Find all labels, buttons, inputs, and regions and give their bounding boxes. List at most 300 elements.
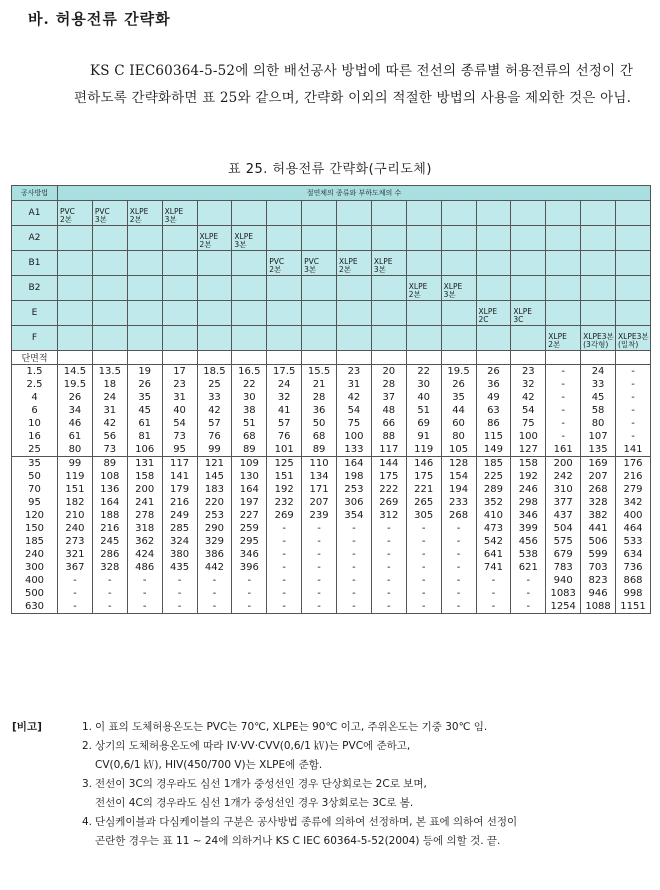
ampacity-cell: 946 xyxy=(581,587,616,600)
method-empty-cell xyxy=(232,251,267,276)
ampacity-cell: 290 xyxy=(197,522,232,535)
method-empty-cell xyxy=(511,201,546,226)
ampacity-cell: 31 xyxy=(337,378,372,391)
ampacity-cell: 30 xyxy=(232,391,267,404)
ampacity-cell: 312 xyxy=(371,509,406,522)
ampacity-cell: 207 xyxy=(302,496,337,509)
ampacity-cell: - xyxy=(406,535,441,548)
method-empty-cell xyxy=(92,276,127,301)
note-line: 전선이 3C의 경우라도 심선 1개가 중성선인 경우 단상회로는 2C로 보며, xyxy=(95,778,427,790)
method-empty-cell xyxy=(406,326,441,351)
ampacity-cell: 89 xyxy=(92,457,127,471)
ampacity-cell: - xyxy=(616,404,651,417)
ampacity-cell: - xyxy=(197,587,232,600)
ampacity-cell: 216 xyxy=(92,522,127,535)
method-empty-cell xyxy=(441,326,476,351)
method-empty-cell xyxy=(232,326,267,351)
ampacity-cell: - xyxy=(267,522,302,535)
ampacity-cell: 268 xyxy=(581,483,616,496)
ampacity-cell: 504 xyxy=(546,522,581,535)
ampacity-cell: 63 xyxy=(476,404,511,417)
method-empty-cell xyxy=(302,276,337,301)
ampacity-cell: 32 xyxy=(511,378,546,391)
ampacity-cell: - xyxy=(232,574,267,587)
cable-conductor-count: 3본 xyxy=(373,265,386,274)
ampacity-cell: - xyxy=(58,600,93,614)
ampacity-cell: 57 xyxy=(197,417,232,430)
ampacity-cell: - xyxy=(267,535,302,548)
ampacity-cell: 45 xyxy=(581,391,616,404)
method-cable-type xyxy=(337,251,372,276)
ampacity-cell: - xyxy=(371,535,406,548)
method-empty-cell xyxy=(441,301,476,326)
ampacity-cell: 106 xyxy=(127,443,162,457)
ampacity-cell: 232 xyxy=(267,496,302,509)
ampacity-cell: 424 xyxy=(127,548,162,561)
ampacity-cell: 73 xyxy=(92,443,127,457)
ampacity-cell: 18 xyxy=(92,378,127,391)
method-section xyxy=(12,201,651,351)
ampacity-cell: 135 xyxy=(581,443,616,457)
ampacity-cell: - xyxy=(302,548,337,561)
ampacity-cell: 207 xyxy=(581,470,616,483)
ampacity-cell: 442 xyxy=(197,561,232,574)
ampacity-cell: 305 xyxy=(406,509,441,522)
ampacity-cell: 146 xyxy=(406,457,441,471)
ampacity-cell: 100 xyxy=(511,430,546,443)
ampacity-cell: - xyxy=(441,574,476,587)
cable-insulation: XLPE xyxy=(199,232,219,241)
ampacity-cell: - xyxy=(441,600,476,614)
ampacity-cell: 306 xyxy=(337,496,372,509)
ampacity-cell: 221 xyxy=(406,483,441,496)
cable-insulation: PVC xyxy=(269,257,285,266)
ampacity-cell: 99 xyxy=(58,457,93,471)
cross-section-cell: 50 xyxy=(12,470,58,483)
ampacity-cell: 386 xyxy=(197,548,232,561)
ampacity-cell: 19.5 xyxy=(441,365,476,379)
method-empty-cell xyxy=(581,201,616,226)
method-code: E xyxy=(12,301,58,326)
ampacity-cell: 56 xyxy=(92,430,127,443)
ampacity-cell: 464 xyxy=(616,522,651,535)
ampacity-cell: 105 xyxy=(441,443,476,457)
notes-section xyxy=(12,718,652,851)
ampacity-cell: 621 xyxy=(511,561,546,574)
method-cable-type xyxy=(511,301,546,326)
ampacity-cell: - xyxy=(58,574,93,587)
ampacity-cell: 1088 xyxy=(581,600,616,614)
ampacity-cell: 145 xyxy=(197,470,232,483)
method-cable-type xyxy=(476,301,511,326)
method-empty-cell xyxy=(162,301,197,326)
method-empty-cell xyxy=(371,326,406,351)
method-empty-cell xyxy=(406,226,441,251)
method-empty-cell xyxy=(476,326,511,351)
ampacity-cell: 192 xyxy=(267,483,302,496)
ampacity-cell: - xyxy=(546,430,581,443)
ampacity-cell: - xyxy=(511,600,546,614)
cable-conductor-count: 2본 xyxy=(60,215,73,224)
ampacity-cell: 175 xyxy=(371,470,406,483)
ampacity-cell: 216 xyxy=(616,470,651,483)
method-code: B1 xyxy=(12,251,58,276)
ampacity-cell: 42 xyxy=(197,404,232,417)
ampacity-cell: - xyxy=(616,417,651,430)
table-row xyxy=(12,561,651,574)
cable-insulation: XLPE xyxy=(129,207,149,216)
ampacity-cell: - xyxy=(337,548,372,561)
cable-conductor-count: (밀착) xyxy=(618,340,639,349)
cable-conductor-count: 3본 xyxy=(304,265,317,274)
method-cable-type xyxy=(127,201,162,226)
ampacity-cell: 38 xyxy=(232,404,267,417)
table-row xyxy=(12,483,651,496)
cable-insulation: XLPE xyxy=(478,307,498,316)
method-empty-cell xyxy=(302,326,337,351)
method-empty-cell xyxy=(197,201,232,226)
method-empty-cell xyxy=(197,301,232,326)
intro-paragraph xyxy=(74,58,646,112)
cable-insulation: XLPE xyxy=(164,207,184,216)
ampacity-cell: 30 xyxy=(406,378,441,391)
method-empty-cell xyxy=(92,326,127,351)
ampacity-cell: 46 xyxy=(58,417,93,430)
method-empty-cell xyxy=(441,226,476,251)
ampacity-cell: 130 xyxy=(232,470,267,483)
cable-conductor-count: 2본 xyxy=(199,240,212,249)
ampacity-cell: - xyxy=(302,587,337,600)
ampacity-cell: 26 xyxy=(127,378,162,391)
table-row xyxy=(12,522,651,535)
ampacity-cell: 298 xyxy=(511,496,546,509)
ampacity-cell: 35 xyxy=(127,391,162,404)
method-empty-cell xyxy=(232,201,267,226)
ampacity-cell: 240 xyxy=(58,522,93,535)
ampacity-cell: - xyxy=(546,378,581,391)
ampacity-cell: - xyxy=(127,587,162,600)
ampacity-cell: 437 xyxy=(546,509,581,522)
cable-insulation: XLPE xyxy=(513,307,532,316)
ampacity-cell: 575 xyxy=(546,535,581,548)
ampacity-cell: 279 xyxy=(616,483,651,496)
ampacity-cell: 456 xyxy=(511,535,546,548)
cross-section-cell: 150 xyxy=(12,522,58,535)
ampacity-cell: - xyxy=(371,587,406,600)
ampacity-cell: 151 xyxy=(58,483,93,496)
method-empty-cell xyxy=(476,251,511,276)
ampacity-cell: 286 xyxy=(92,548,127,561)
ampacity-cell: - xyxy=(406,587,441,600)
ampacity-cell: 233 xyxy=(441,496,476,509)
ampacity-cell: 216 xyxy=(162,496,197,509)
method-empty-cell xyxy=(267,226,302,251)
ampacity-cell: 185 xyxy=(476,457,511,471)
method-empty-cell xyxy=(406,301,441,326)
note-number: 4. xyxy=(82,816,93,828)
ampacity-cell: - xyxy=(267,587,302,600)
note-number: 1. xyxy=(82,721,93,733)
ampacity-cell: - xyxy=(232,600,267,614)
note-item xyxy=(12,775,652,813)
cable-insulation: XLPE3본 xyxy=(583,332,614,341)
ampacity-cell: 22 xyxy=(232,378,267,391)
method-empty-cell xyxy=(302,301,337,326)
ampacity-cell: 125 xyxy=(267,457,302,471)
ampacity-cell: 14.5 xyxy=(58,365,93,379)
ampacity-cell: 115 xyxy=(476,430,511,443)
ampacity-cell: 35 xyxy=(441,391,476,404)
method-empty-cell xyxy=(232,301,267,326)
ampacity-cell: 80 xyxy=(581,417,616,430)
ampacity-cell: 26 xyxy=(476,365,511,379)
cable-insulation: XLPE xyxy=(408,282,428,291)
ampacity-cell: - xyxy=(337,535,372,548)
ampacity-cell: - xyxy=(371,600,406,614)
method-empty-cell xyxy=(616,226,651,251)
ampacity-cell: 61 xyxy=(58,430,93,443)
ampacity-cell: 36 xyxy=(302,404,337,417)
cross-section-cell: 120 xyxy=(12,509,58,522)
method-cable-type xyxy=(232,226,267,251)
ampacity-cell: - xyxy=(406,600,441,614)
method-empty-cell xyxy=(337,301,372,326)
ampacity-cell: - xyxy=(302,600,337,614)
ampacity-cell: 179 xyxy=(162,483,197,496)
ampacity-cell: 245 xyxy=(92,535,127,548)
ampacity-cell: 51 xyxy=(232,417,267,430)
ampacity-cell: 25 xyxy=(197,378,232,391)
ampacity-cell: 40 xyxy=(406,391,441,404)
ampacity-cell: 328 xyxy=(92,561,127,574)
method-empty-cell xyxy=(337,326,372,351)
ampacity-table xyxy=(11,185,651,614)
cross-section-cell: 16 xyxy=(12,430,58,443)
ampacity-cell: 940 xyxy=(546,574,581,587)
ampacity-cell: 634 xyxy=(616,548,651,561)
ampacity-cell: 37 xyxy=(371,391,406,404)
method-row-e xyxy=(12,301,651,326)
ampacity-cell: 242 xyxy=(546,470,581,483)
ampacity-cell: 259 xyxy=(232,522,267,535)
method-cable-type xyxy=(406,276,441,301)
ampacity-cell: - xyxy=(267,561,302,574)
cable-insulation: XLPE xyxy=(443,282,463,291)
table-row xyxy=(12,496,651,509)
method-empty-cell xyxy=(267,326,302,351)
table-row xyxy=(12,391,651,404)
table-header-row xyxy=(12,186,651,201)
ampacity-cell: 91 xyxy=(406,430,441,443)
ampacity-cell: 679 xyxy=(546,548,581,561)
ampacity-cell: 21 xyxy=(302,378,337,391)
ampacity-cell: 354 xyxy=(337,509,372,522)
ampacity-cell: 32 xyxy=(267,391,302,404)
ampacity-cell: 119 xyxy=(58,470,93,483)
method-row-a2 xyxy=(12,226,651,251)
method-cable-type xyxy=(616,326,651,351)
method-empty-cell xyxy=(197,276,232,301)
method-empty-cell xyxy=(616,201,651,226)
ampacity-cell: - xyxy=(371,522,406,535)
cable-conductor-count: 3본 xyxy=(94,215,107,224)
ampacity-cell: 23 xyxy=(511,365,546,379)
ampacity-cell: - xyxy=(337,587,372,600)
ampacity-cell: 225 xyxy=(476,470,511,483)
cable-insulation: PVC xyxy=(94,207,110,216)
method-cable-type xyxy=(581,326,616,351)
cross-section-cell: 10 xyxy=(12,417,58,430)
method-empty-cell xyxy=(371,226,406,251)
method-empty-cell xyxy=(92,226,127,251)
cable-insulation: XLPE xyxy=(234,232,253,241)
method-empty-cell xyxy=(371,301,406,326)
note-item xyxy=(12,737,652,775)
ampacity-cell: 149 xyxy=(476,443,511,457)
ampacity-cell: 76 xyxy=(197,430,232,443)
data-section xyxy=(12,365,651,614)
ampacity-cell: 68 xyxy=(232,430,267,443)
ampacity-cell: 54 xyxy=(162,417,197,430)
cross-section-cell: 35 xyxy=(12,457,58,471)
ampacity-cell: 31 xyxy=(92,404,127,417)
cable-insulation: PVC xyxy=(304,257,320,266)
cross-section-cell: 25 xyxy=(12,443,58,457)
ampacity-cell: 28 xyxy=(371,378,406,391)
method-cable-type xyxy=(302,251,337,276)
ampacity-cell: 54 xyxy=(337,404,372,417)
ampacity-cell: - xyxy=(92,600,127,614)
method-empty-cell xyxy=(476,276,511,301)
ampacity-cell: 783 xyxy=(546,561,581,574)
method-cable-type xyxy=(267,251,302,276)
ampacity-cell: 133 xyxy=(337,443,372,457)
note-text xyxy=(95,775,652,813)
ampacity-cell: 324 xyxy=(162,535,197,548)
table-caption: 표 25. 허용전류 간략화(구리도체) xyxy=(228,162,432,177)
note-line: CV(0,6/1 ㎸), HIV(450/700 V)는 XLPE에 준함. xyxy=(95,759,323,771)
ampacity-cell: - xyxy=(441,587,476,600)
ampacity-cell: 321 xyxy=(58,548,93,561)
method-empty-cell xyxy=(267,301,302,326)
ampacity-cell: 141 xyxy=(162,470,197,483)
ampacity-cell: 42 xyxy=(337,391,372,404)
ampacity-cell: - xyxy=(197,574,232,587)
table-row xyxy=(12,430,651,443)
ampacity-cell: - xyxy=(92,574,127,587)
method-empty-cell xyxy=(127,326,162,351)
ampacity-cell: 20 xyxy=(371,365,406,379)
ampacity-cell: 48 xyxy=(371,404,406,417)
table-row xyxy=(12,417,651,430)
cable-conductor-count: 2본 xyxy=(269,265,282,274)
ampacity-cell: 342 xyxy=(616,496,651,509)
method-code: A1 xyxy=(12,201,58,226)
method-empty-cell xyxy=(337,201,372,226)
ampacity-cell: 88 xyxy=(371,430,406,443)
method-empty-cell xyxy=(267,276,302,301)
ampacity-cell: 60 xyxy=(441,417,476,430)
ampacity-cell: 73 xyxy=(162,430,197,443)
ampacity-cell: 45 xyxy=(127,404,162,417)
ampacity-cell: 278 xyxy=(127,509,162,522)
ampacity-cell: 107 xyxy=(581,430,616,443)
ampacity-cell: 26 xyxy=(441,378,476,391)
method-empty-cell xyxy=(546,201,581,226)
ampacity-cell: 269 xyxy=(267,509,302,522)
ampacity-cell: 533 xyxy=(616,535,651,548)
method-empty-cell xyxy=(511,226,546,251)
method-empty-cell xyxy=(581,251,616,276)
ampacity-cell: 246 xyxy=(511,483,546,496)
table-row xyxy=(12,509,651,522)
ampacity-cell: 76 xyxy=(267,430,302,443)
ampacity-cell: 144 xyxy=(371,457,406,471)
ampacity-cell: 241 xyxy=(127,496,162,509)
ampacity-cell: 117 xyxy=(162,457,197,471)
method-code: A2 xyxy=(12,226,58,251)
ampacity-cell: 310 xyxy=(546,483,581,496)
method-empty-cell xyxy=(127,226,162,251)
ampacity-cell: 380 xyxy=(162,548,197,561)
method-empty-cell xyxy=(232,276,267,301)
method-empty-cell xyxy=(511,251,546,276)
ampacity-cell: - xyxy=(197,600,232,614)
ampacity-cell: 131 xyxy=(127,457,162,471)
note-line: 전선이 4C의 경우라도 심선 1개가 중성선인 경우 3상회로는 3C로 봄. xyxy=(95,797,414,809)
cross-section-cell: 70 xyxy=(12,483,58,496)
ampacity-cell: - xyxy=(162,587,197,600)
cable-conductor-count: 3본 xyxy=(164,215,177,224)
ampacity-cell: - xyxy=(441,561,476,574)
method-empty-cell xyxy=(58,251,93,276)
cross-section-cell: 2.5 xyxy=(12,378,58,391)
ampacity-cell: 269 xyxy=(371,496,406,509)
ampacity-cell: - xyxy=(406,574,441,587)
method-empty-cell xyxy=(511,276,546,301)
cross-section-cell: 4 xyxy=(12,391,58,404)
ampacity-cell: 100 xyxy=(337,430,372,443)
method-empty-cell xyxy=(581,276,616,301)
ampacity-cell: 367 xyxy=(58,561,93,574)
ampacity-cell: 54 xyxy=(511,404,546,417)
ampacity-cell: 95 xyxy=(162,443,197,457)
cross-section-cell: 95 xyxy=(12,496,58,509)
ampacity-cell: 158 xyxy=(511,457,546,471)
method-cable-type xyxy=(371,251,406,276)
method-empty-cell xyxy=(546,276,581,301)
ampacity-cell: 197 xyxy=(232,496,267,509)
ampacity-cell: 441 xyxy=(581,522,616,535)
method-empty-cell xyxy=(371,276,406,301)
method-empty-cell xyxy=(371,201,406,226)
ampacity-cell: 121 xyxy=(197,457,232,471)
ampacity-cell: 61 xyxy=(127,417,162,430)
intro-text: KS C IEC60364-5-52에 의한 배선공사 방법에 따른 전선의 종류별 허용전류의 선정이 간편하도록 간략화하면 표 25와 같으며, 간략화 이외의 적절한 방법의 사용을 제외한 것은 아님. xyxy=(74,63,634,106)
method-code: B2 xyxy=(12,276,58,301)
ampacity-cell: 176 xyxy=(616,457,651,471)
ampacity-cell: - xyxy=(616,430,651,443)
note-text xyxy=(95,718,652,737)
ampacity-cell: - xyxy=(546,417,581,430)
ampacity-cell: 17 xyxy=(162,365,197,379)
ampacity-cell: - xyxy=(406,561,441,574)
ampacity-cell: 128 xyxy=(441,457,476,471)
size-label: 단면적 xyxy=(12,351,58,365)
ampacity-cell: 36 xyxy=(476,378,511,391)
method-empty-cell xyxy=(197,251,232,276)
ampacity-cell: 154 xyxy=(441,470,476,483)
